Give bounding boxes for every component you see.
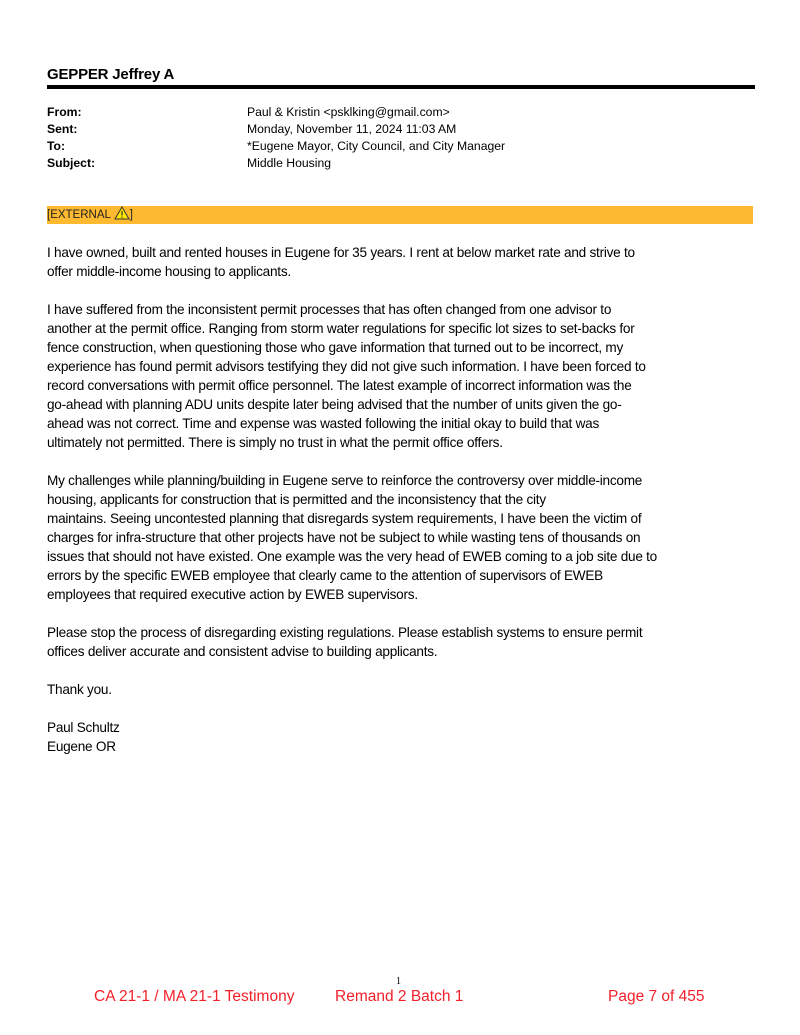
- warning-icon: [114, 209, 130, 221]
- body-line: fence construction, when questioning those who gave information that turned out to be incorrect, my: [47, 340, 623, 355]
- body-line: offer middle-income housing to applicants.: [47, 264, 291, 279]
- header-sent: [47, 121, 505, 138]
- body-line: Thank you.: [47, 682, 112, 697]
- header-value: Monday, November 11, 2024 11:03 AM: [247, 122, 457, 136]
- external-banner: [47, 206, 753, 224]
- body-paragraph: [47, 300, 657, 452]
- body-line: I have owned, built and rented houses in Eugene for 35 years. I rent at below market rate and strive to: [47, 245, 635, 260]
- header-value: *Eugene Mayor, City Council, and City Manager: [247, 139, 506, 153]
- body-line: errors by the specific EWEB employee that clearly came to the attention of supervisors of EWEB: [47, 568, 603, 583]
- body-line: charges for infra-structure that other projects have not be subject to while wasting tens of thousands on: [47, 530, 641, 545]
- body-line: Paul Schultz: [47, 720, 120, 735]
- body-line: record conversations with permit office personnel. The latest example of incorrect information was the: [47, 378, 632, 393]
- body-line: employees that required executive action by EWEB supervisors.: [47, 587, 418, 602]
- header-subject: [47, 155, 505, 172]
- email-body: [47, 243, 657, 775]
- body-line: ahead was not correct. Time and expense was wasted following the initial okay to build that was: [47, 416, 600, 431]
- footer-right: Page 7 of 455: [608, 988, 705, 1005]
- header-label: From:: [47, 105, 82, 119]
- banner-text: [EXTERNAL: [47, 209, 114, 221]
- header-to: [47, 138, 505, 155]
- header-label: Subject:: [47, 156, 96, 170]
- footer-center: Remand 2 Batch 1: [335, 988, 464, 1005]
- header-from: [47, 104, 505, 121]
- email-header: [47, 104, 505, 172]
- header-value: Middle Housing: [247, 156, 332, 170]
- body-line: another at the permit office. Ranging from storm water regulations for specific lot sizes to set-backs for: [47, 321, 635, 336]
- body-line: experience has found permit advisors testifying they did not give such information. I have been forced to: [47, 359, 646, 374]
- header-label: Sent:: [47, 122, 78, 136]
- page-number: 1: [396, 976, 401, 987]
- body-line: housing, applicants for construction that is permitted and the inconsistency that the city: [47, 492, 546, 507]
- body-line: ultimately not permitted. There is simply no trust in what the permit office offers.: [47, 435, 503, 450]
- header-value: Paul & Kristin <psklking@gmail.com>: [247, 105, 450, 119]
- body-line: Eugene OR: [47, 739, 116, 754]
- body-paragraph: [47, 471, 657, 604]
- header-label: To:: [47, 139, 66, 153]
- body-line: I have suffered from the inconsistent permit processes that has often changed from one advisor to: [47, 302, 612, 317]
- body-paragraph: [47, 680, 657, 699]
- body-line: Please stop the process of disregarding existing regulations. Please establish systems to ensure permit: [47, 625, 643, 640]
- body-paragraph: [47, 718, 657, 756]
- footer-left: CA 21-1 / MA 21-1 Testimony: [94, 988, 295, 1005]
- body-line: go-ahead with planning ADU units despite later being advised that the number of units given the go-: [47, 397, 622, 412]
- body-paragraph: [47, 243, 657, 281]
- body-line: issues that should not have existed. One example was the very head of EWEB coming to a job site due to: [47, 549, 657, 564]
- body-line: My challenges while planning/building in Eugene serve to reinforce the controversy over middle-income: [47, 473, 643, 488]
- document-title: GEPPER Jeffrey A: [47, 66, 175, 83]
- body-line: offices deliver accurate and consistent advise to building applicants.: [47, 644, 438, 659]
- banner-close: ]: [129, 209, 133, 221]
- body-paragraph: [47, 623, 657, 661]
- title-rule: [47, 85, 755, 89]
- body-line: maintains. Seeing uncontested planning that disregards system requirements, I have been the victim of: [47, 511, 642, 526]
